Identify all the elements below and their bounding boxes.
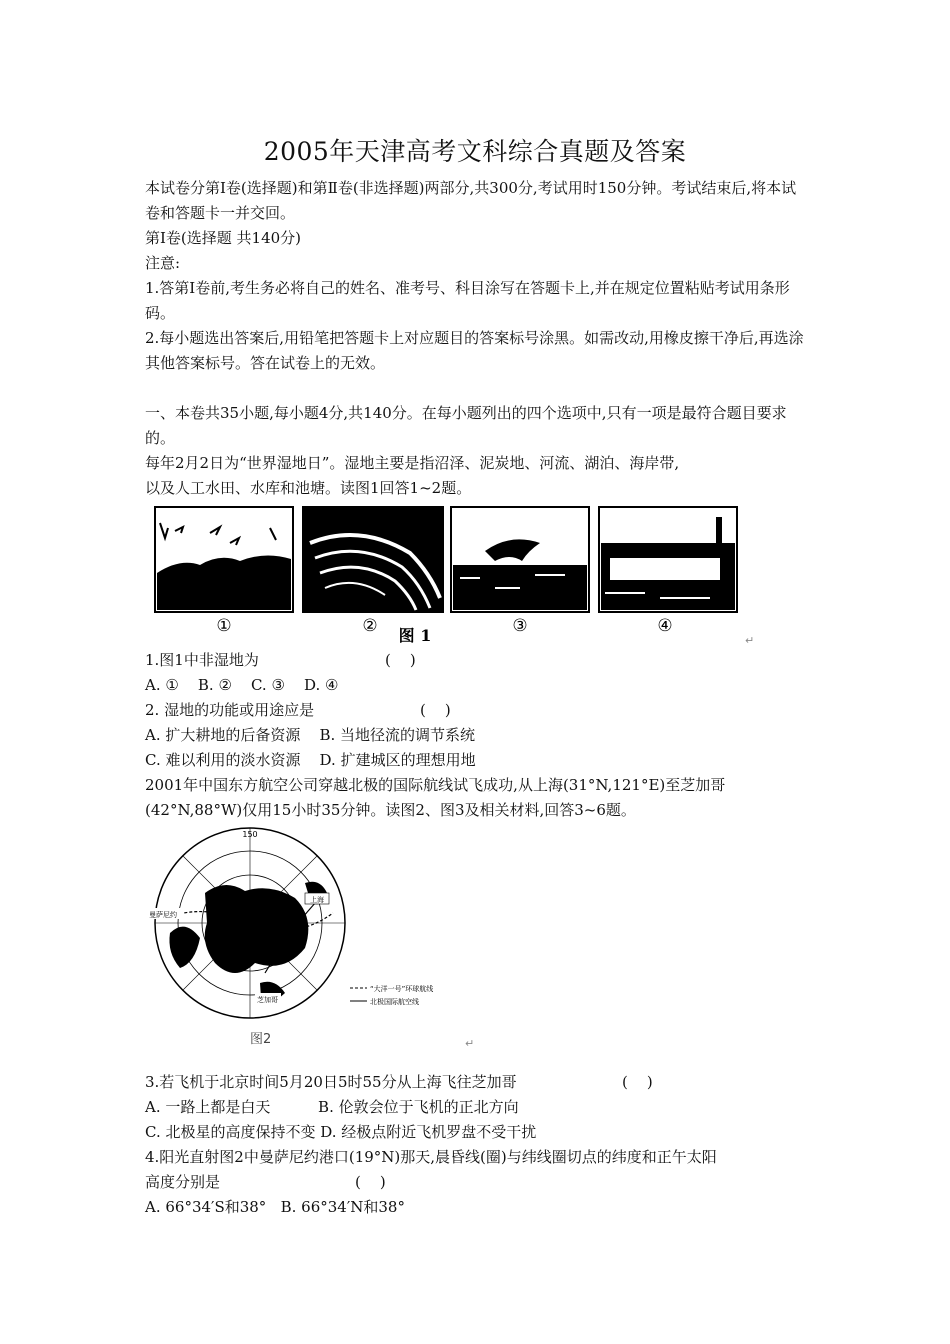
q2-answer-bracket: ( ) <box>420 701 451 719</box>
photo-3-dolphin <box>451 507 589 612</box>
q3-options-cd: C. 北极星的高度保持不变 D. 经极点附近飞机罗盘不受干扰 <box>145 1123 537 1141</box>
notice-item-1: 1.答第Ⅰ卷前,考生务必将自己的姓名、准考号、科目涂写在答题卡上,并在规定位置粘贴考试用条形码。 <box>145 279 790 322</box>
photo-1-marsh-birds <box>155 507 293 612</box>
return-mark-2: ↵ <box>465 1037 475 1050</box>
map-label-chicago: 芝加哥 <box>257 996 278 1004</box>
return-mark-1: ↵ <box>745 634 755 647</box>
photo-4-reservoir <box>599 507 737 612</box>
q1-options: A. ① B. ② C. ③ D. ④ <box>145 676 339 694</box>
q2-options-ab: A. 扩大耕地的后备资源 B. 当地径流的调节系统 <box>145 726 476 744</box>
figure-1-photos <box>150 503 750 653</box>
photo-2-terraces <box>303 507 443 612</box>
photo-4-label: ④ <box>657 616 673 636</box>
legend-2-text: 北极国际航空线 <box>370 998 419 1006</box>
figure-2-caption: 图2 <box>250 1032 272 1047</box>
section-1-instructions: 一、本卷共35小题,每小题4分,共140分。在每小题列出的四个选项中,只有一项是最符合题目要求的。 <box>145 404 787 447</box>
map-label-manzanillo: 曼萨尼约 <box>149 911 177 919</box>
flight-intro-line2: (42°N,88°W)仅用15小时35分钟。读图2、图3及相关材料,回答3~6题。 <box>145 801 636 819</box>
photo-1-label: ① <box>216 616 232 636</box>
wetland-intro-line2: 以及人工水田、水库和池塘。读图1回答1~2题。 <box>145 479 472 497</box>
notice-item-2: 2.每小题选出答案后,用铅笔把答题卡上对应题目的答案标号涂黑。如需改动,用橡皮擦干净后,再选涂其他答案标号。答在试卷上的无效。 <box>145 329 804 372</box>
q4-stem-line1: 4.阳光直射图2中曼萨尼约港口(19°N)那天,晨昏线(圈)与纬线圈切点的纬度和正午太阳 <box>145 1148 717 1166</box>
q4-options-ab: A. 66°34′S和38° B. 66°34′N和38° <box>145 1198 405 1216</box>
wetland-intro-line1: 每年2月2日为“世界湿地日”。湿地主要是指沼泽、泥炭地、河流、湖泊、海岸带, <box>145 454 680 472</box>
q2-options-cd: C. 难以利用的淡水资源 D. 扩建城区的理想用地 <box>145 751 476 769</box>
part1-header: 第Ⅰ卷(选择题 共140分) <box>145 229 302 247</box>
intro-paragraph: 本试卷分第Ⅰ卷(选择题)和第Ⅱ卷(非选择题)两部分,共300分,考试用时150分钟。考试结束后,将本试卷和答题卡一并交回。 <box>145 179 797 222</box>
photo-3-label: ③ <box>512 616 528 636</box>
photo-2-label: ② <box>362 616 378 636</box>
q1-stem: 1.图1中非湿地为 <box>145 651 259 669</box>
page-title: 2005年天津高考文科综合真题及答案 <box>263 137 687 166</box>
map-label-150: 150 <box>242 830 258 839</box>
q3-answer-bracket: ( ) <box>622 1073 653 1091</box>
q1-answer-bracket: ( ) <box>385 651 416 669</box>
figure-2-polar-map <box>145 823 475 1048</box>
notice-label: 注意: <box>145 254 181 272</box>
q3-options-ab: A. 一路上都是白天 B. 伦敦会位于飞机的正北方向 <box>145 1098 519 1116</box>
q2-stem: 2. 湿地的功能或用途应是 <box>145 701 315 719</box>
figure-1-caption: 图 1 <box>398 626 432 645</box>
q3-stem: 3.若飞机于北京时间5月20日5时55分从上海飞往芝加哥 <box>145 1073 517 1091</box>
q4-stem-line2: 高度分别是 <box>145 1173 221 1191</box>
map-label-shanghai: 上海 <box>310 896 324 904</box>
flight-intro-line1: 2001年中国东方航空公司穿越北极的国际航线试飞成功,从上海(31°N,121°E)至芝加哥 <box>145 776 726 794</box>
q4-answer-bracket: ( ) <box>355 1173 386 1191</box>
legend-1-text: “大洋一号”环球航线 <box>370 985 434 993</box>
